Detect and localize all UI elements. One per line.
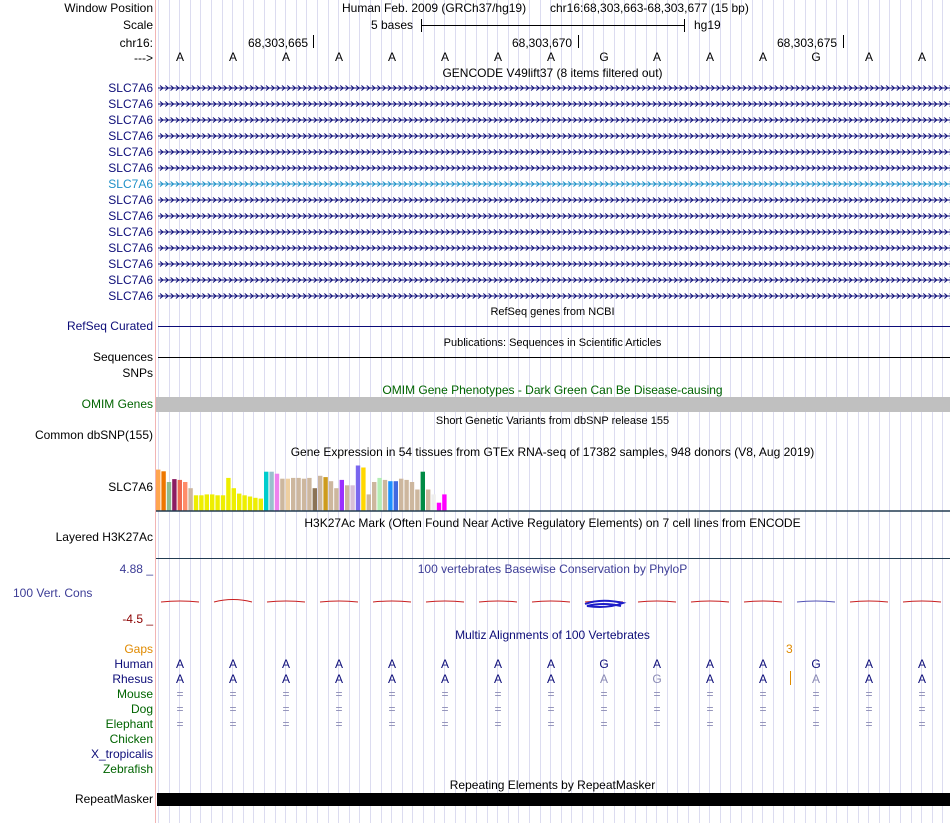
- gencode-transcript-label[interactable]: SLC7A6: [108, 145, 153, 159]
- phylop-segment: [903, 601, 941, 602]
- gtex-tissue-bar[interactable]: [237, 494, 241, 511]
- ruler-tick-mark-1: [313, 35, 314, 48]
- alignment-base: =: [865, 717, 873, 731]
- gtex-tissue-bar[interactable]: [296, 478, 300, 511]
- phylop-segment: [691, 601, 729, 602]
- alignment-base: A: [387, 657, 396, 671]
- repeatmasker-track-title[interactable]: Repeating Elements by RepeatMasker: [449, 778, 656, 792]
- gtex-tissue-bar[interactable]: [361, 468, 365, 512]
- alignment-base: A: [546, 672, 555, 686]
- species-label[interactable]: Mouse: [116, 687, 153, 701]
- alignment-base: A: [334, 657, 343, 671]
- gencode-transcript-label[interactable]: SLC7A6: [108, 113, 153, 127]
- alignment-base: =: [229, 687, 237, 701]
- gtex-tissue-bar[interactable]: [372, 482, 376, 511]
- gap-marker: [790, 671, 791, 685]
- h3k27ac-baseline: [156, 558, 950, 559]
- ruler-tick-mark-3: [843, 35, 844, 48]
- gtex-tissue-bar[interactable]: [156, 470, 160, 511]
- gtex-track-title[interactable]: Gene Expression in 54 tissues from GTEx RNA-seq of 17382 samples, 948 donors (V8, Aug 2019): [290, 445, 815, 459]
- gencode-transcript-label[interactable]: SLC7A6: [108, 161, 153, 175]
- gtex-tissue-bar[interactable]: [259, 499, 263, 511]
- gtex-tissue-bar[interactable]: [415, 490, 419, 512]
- gtex-tissue-bar[interactable]: [307, 478, 311, 511]
- position-readout: chr16:68,303,663-68,303,677 (15 bp): [550, 1, 749, 15]
- alignment-base: A: [228, 672, 237, 686]
- alignment-base: =: [918, 687, 926, 701]
- gtex-tissue-bar[interactable]: [394, 481, 398, 511]
- alignment-base: =: [653, 702, 661, 716]
- alignment-base: =: [494, 687, 502, 701]
- gtex-tissue-bar[interactable]: [253, 498, 257, 511]
- alignment-base: A: [175, 672, 184, 686]
- alignment-base: A: [758, 672, 767, 686]
- snps-label[interactable]: SNPs: [122, 366, 153, 380]
- dbsnp-label[interactable]: Common dbSNP(155): [34, 428, 153, 442]
- phylop-segment: [161, 601, 199, 602]
- scale-label: Scale: [122, 18, 153, 32]
- multiz-track-title[interactable]: Multiz Alignments of 100 Vertebrates: [455, 628, 650, 642]
- gtex-tissue-bar[interactable]: [334, 488, 338, 511]
- species-label[interactable]: X_tropicalis: [90, 747, 153, 761]
- gtex-tissue-bar[interactable]: [345, 485, 349, 511]
- window-position-label: Window Position: [64, 1, 153, 15]
- gtex-tissue-bar[interactable]: [329, 481, 333, 511]
- alignment-base: =: [547, 687, 555, 701]
- alignment-base: =: [812, 687, 820, 701]
- gtex-label[interactable]: SLC7A6: [108, 480, 153, 494]
- refseq-track-title[interactable]: RefSeq genes from NCBI: [490, 306, 615, 318]
- phylop-segment: [267, 601, 305, 602]
- gtex-tissue-bar[interactable]: [377, 478, 381, 511]
- repeatmasker-label[interactable]: RepeatMasker: [74, 792, 153, 806]
- alignment-base: A: [440, 672, 449, 686]
- sequences-label[interactable]: Sequences: [92, 350, 153, 364]
- alignment-base: =: [335, 687, 343, 701]
- phylop-segment: [638, 601, 676, 602]
- alignment-base: A: [864, 657, 873, 671]
- gtex-tissue-bar[interactable]: [264, 472, 268, 511]
- alignment-base: =: [759, 687, 767, 701]
- alignment-base: A: [440, 657, 449, 671]
- alignment-base: =: [759, 702, 767, 716]
- alignment-base: A: [864, 672, 873, 686]
- strand-label: --->: [134, 51, 153, 65]
- gencode-transcript-label[interactable]: SLC7A6: [108, 81, 153, 95]
- alignment-base: A: [175, 657, 184, 671]
- gtex-tissue-bar[interactable]: [226, 478, 230, 511]
- gtex-tissue-bar[interactable]: [269, 472, 273, 511]
- gtex-tissue-bar[interactable]: [183, 482, 187, 511]
- gtex-tissue-bar[interactable]: [388, 481, 392, 511]
- gtex-tissue-bar[interactable]: [437, 503, 441, 511]
- gtex-tissue-bar[interactable]: [302, 479, 306, 511]
- ruler-tick-1: 68,303,665: [248, 36, 309, 50]
- gtex-tissue-bar[interactable]: [291, 478, 295, 511]
- cons-label[interactable]: 100 Vert. Cons: [13, 586, 93, 600]
- alignment-base: =: [494, 702, 502, 716]
- alignment-base: =: [229, 717, 237, 731]
- scale-bar-right-cap: [684, 19, 685, 32]
- alignment-base: A: [387, 672, 396, 686]
- gtex-tissue-bar[interactable]: [242, 495, 246, 511]
- scale-bar: [421, 25, 684, 26]
- alignment-base: A: [705, 657, 714, 671]
- alignment-base: =: [918, 717, 926, 731]
- alignment-base: =: [706, 702, 714, 716]
- alignment-base: =: [706, 687, 714, 701]
- alignment-base: G: [811, 657, 821, 671]
- gtex-tissue-bar[interactable]: [383, 480, 387, 511]
- alignment-base: =: [918, 702, 926, 716]
- alignment-base: G: [652, 672, 662, 686]
- alignment-base: =: [388, 717, 396, 731]
- base-letter: G: [599, 50, 609, 64]
- alignment-base: =: [335, 717, 343, 731]
- base-letter: A: [175, 50, 184, 64]
- base-letter: A: [546, 50, 555, 64]
- base-letter: G: [811, 50, 821, 64]
- alignment-base: A: [281, 672, 290, 686]
- base-letter: A: [281, 50, 290, 64]
- refseq-gene-line[interactable]: [158, 326, 950, 327]
- gencode-transcript-label[interactable]: SLC7A6: [108, 225, 153, 239]
- h3k27ac-track-title[interactable]: H3K27Ac Mark (Often Found Near Active Regulatory Elements) on 7 cell lines from ENCODE: [304, 516, 801, 530]
- alignment-base: A: [917, 657, 926, 671]
- assembly-name: Human Feb. 2009 (GRCh37/hg19): [342, 1, 527, 15]
- gtex-tissue-bar[interactable]: [313, 488, 317, 511]
- base-letter: A: [387, 50, 396, 64]
- omim-label[interactable]: OMIM Genes: [81, 397, 153, 411]
- alignment-base: =: [441, 717, 449, 731]
- alignment-base: =: [176, 702, 184, 716]
- gtex-tissue-bar[interactable]: [421, 472, 425, 511]
- gencode-transcript-label[interactable]: SLC7A6: [108, 209, 153, 223]
- alignment-base: A: [334, 672, 343, 686]
- gtex-tissue-bar[interactable]: [194, 495, 198, 511]
- gtex-tissue-bar[interactable]: [318, 476, 322, 511]
- base-letter: A: [493, 50, 502, 64]
- scale-text: 5 bases: [371, 18, 414, 32]
- alignment-base: A: [281, 657, 290, 671]
- gtex-tissue-bar[interactable]: [280, 479, 284, 511]
- alignment-base: A: [493, 657, 502, 671]
- sequences-line[interactable]: [158, 357, 950, 358]
- base-letter: A: [440, 50, 449, 64]
- gtex-tissue-bar[interactable]: [399, 479, 403, 511]
- gencode-transcript-label[interactable]: SLC7A6: [108, 177, 153, 191]
- phylop-segment: [585, 601, 623, 607]
- gtex-tissue-bar[interactable]: [210, 494, 214, 511]
- alignment-base: =: [812, 702, 820, 716]
- phylop-segment: [373, 601, 411, 602]
- alignment-base: =: [335, 702, 343, 716]
- gtex-expression-chart[interactable]: [155, 458, 950, 513]
- gap-count: 3: [786, 642, 793, 656]
- phylop-segment: [426, 601, 464, 602]
- gtex-tissue-bar[interactable]: [161, 471, 165, 511]
- alignment-base: =: [388, 702, 396, 716]
- base-letter: A: [705, 50, 714, 64]
- alignment-base: A: [705, 672, 714, 686]
- species-label[interactable]: Zebrafish: [102, 762, 153, 776]
- alignment-base: =: [388, 687, 396, 701]
- gtex-tissue-bar[interactable]: [410, 482, 414, 511]
- alignment-base: =: [282, 717, 290, 731]
- ruler-tick-3: 68,303,675: [777, 36, 838, 50]
- repeatmasker-bar[interactable]: [157, 793, 950, 806]
- gencode-transcript-label[interactable]: SLC7A6: [108, 97, 153, 111]
- alignment-base: A: [493, 672, 502, 686]
- gtex-tissue-bar[interactable]: [286, 479, 290, 511]
- species-label[interactable]: Elephant: [105, 717, 153, 731]
- refseq-label[interactable]: RefSeq Curated: [66, 319, 153, 333]
- gtex-tissue-bar[interactable]: [248, 497, 252, 512]
- alignment-base: A: [758, 657, 767, 671]
- gtex-tissue-bar[interactable]: [188, 488, 192, 511]
- cons-track-title[interactable]: 100 vertebrates Basewise Conservation by PhyloP: [417, 562, 688, 576]
- gtex-tissue-bar[interactable]: [215, 495, 219, 511]
- alignment-base: =: [494, 717, 502, 731]
- gencode-transcript-label[interactable]: SLC7A6: [108, 193, 153, 207]
- species-label[interactable]: Rhesus: [112, 672, 153, 686]
- alignment-base: =: [176, 717, 184, 731]
- gtex-tissue-bar[interactable]: [350, 485, 354, 511]
- scale-bar-left-cap: [421, 19, 422, 32]
- gtex-tissue-bar[interactable]: [275, 474, 279, 511]
- alignment-base: =: [441, 702, 449, 716]
- gencode-transcripts[interactable]: [155, 80, 950, 300]
- alignment-base: A: [546, 657, 555, 671]
- gtex-tissue-bar[interactable]: [172, 479, 176, 511]
- alignment-base: =: [282, 702, 290, 716]
- base-letter: A: [864, 50, 873, 64]
- gtex-tissue-bar[interactable]: [167, 482, 171, 511]
- alignment-base: =: [229, 702, 237, 716]
- gtex-tissue-bar[interactable]: [178, 480, 182, 511]
- phylop-segment: [744, 601, 782, 602]
- alignment-base: =: [759, 717, 767, 731]
- gtex-tissue-bar[interactable]: [340, 480, 344, 511]
- phylop-wiggle[interactable]: [155, 582, 950, 622]
- gtex-tissue-bar[interactable]: [404, 480, 408, 511]
- chrom-label: chr16:: [119, 36, 153, 50]
- phylop-segment: [850, 601, 888, 602]
- cons-ymax: 4.88 _: [119, 562, 153, 576]
- base-letter: A: [334, 50, 343, 64]
- alignment-base: G: [599, 657, 609, 671]
- gencode-transcript-label[interactable]: SLC7A6: [108, 273, 153, 287]
- h3k27ac-label[interactable]: Layered H3K27Ac: [55, 530, 153, 544]
- alignment-base: A: [811, 672, 820, 686]
- db-name: hg19: [694, 18, 721, 32]
- alignment-base: =: [547, 717, 555, 731]
- alignment-base: A: [652, 657, 661, 671]
- ruler-tick-mark-2: [578, 35, 579, 48]
- base-letter: A: [917, 50, 926, 64]
- alignment-base: =: [706, 717, 714, 731]
- alignment-base: =: [176, 687, 184, 701]
- omim-gene-bar[interactable]: [156, 397, 950, 412]
- alignment-base: =: [547, 702, 555, 716]
- gencode-transcript-label[interactable]: SLC7A6: [108, 129, 153, 143]
- gencode-track-title[interactable]: GENCODE V49lift37 (8 items filtered out): [442, 66, 663, 80]
- base-letter: A: [652, 50, 661, 64]
- gtex-tissue-bar[interactable]: [205, 494, 209, 511]
- alignment-base: =: [812, 717, 820, 731]
- omim-track-title[interactable]: OMIM Gene Phenotypes - Dark Green Can Be Disease-causing: [382, 383, 723, 397]
- phylop-segment: [797, 601, 835, 602]
- alignment-base: =: [600, 717, 608, 731]
- gtex-tissue-bar[interactable]: [199, 495, 203, 511]
- phylop-segment: [214, 600, 252, 603]
- phylop-segment: [320, 601, 358, 602]
- species-label[interactable]: Human: [114, 657, 153, 671]
- phylop-segment: [532, 601, 570, 602]
- alignment-base: A: [917, 672, 926, 686]
- alignment-base: =: [282, 687, 290, 701]
- gtex-tissue-bar[interactable]: [323, 477, 327, 511]
- cons-ymin: -4.5 _: [122, 612, 153, 626]
- gaps-label: Gaps: [124, 642, 153, 656]
- gtex-tissue-bar[interactable]: [442, 494, 446, 511]
- gtex-tissue-bar[interactable]: [232, 488, 236, 511]
- gencode-transcript-label[interactable]: SLC7A6: [108, 257, 153, 271]
- gencode-transcript-label[interactable]: SLC7A6: [108, 289, 153, 303]
- alignment-base: =: [653, 717, 661, 731]
- gtex-tissue-bar[interactable]: [367, 494, 371, 511]
- alignment-base: =: [441, 687, 449, 701]
- species-label[interactable]: Dog: [130, 702, 153, 716]
- alignment-base: =: [600, 687, 608, 701]
- base-letter: A: [758, 50, 767, 64]
- species-label[interactable]: Chicken: [109, 732, 153, 746]
- alignment-base: A: [599, 672, 608, 686]
- gtex-tissue-bar[interactable]: [426, 490, 430, 512]
- alignment-base: =: [865, 702, 873, 716]
- base-letter: A: [228, 50, 237, 64]
- alignment-base: =: [865, 687, 873, 701]
- phylop-segment: [479, 601, 517, 602]
- alignment-base: =: [600, 702, 608, 716]
- alignment-base: A: [228, 657, 237, 671]
- dbsnp-track-title[interactable]: Short Genetic Variants from dbSNP release 155: [435, 415, 670, 427]
- gtex-tissue-bar[interactable]: [356, 466, 360, 512]
- gtex-tissue-bar[interactable]: [431, 494, 435, 511]
- ruler-tick-2: 68,303,670: [512, 36, 573, 50]
- sequences-track-title[interactable]: Publications: Sequences in Scientific Articles: [443, 337, 662, 349]
- gencode-transcript-label[interactable]: SLC7A6: [108, 241, 153, 255]
- gtex-tissue-bar[interactable]: [221, 495, 225, 511]
- alignment-base: =: [653, 687, 661, 701]
